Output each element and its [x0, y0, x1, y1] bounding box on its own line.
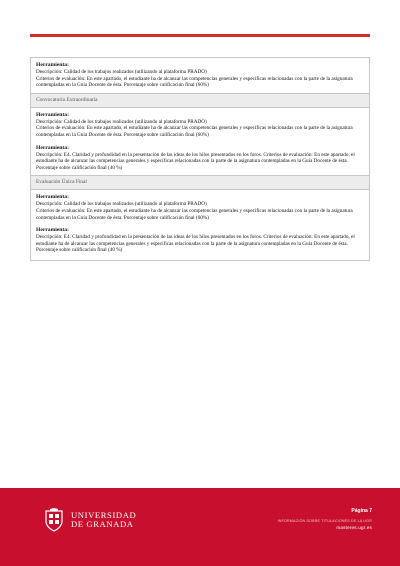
page-number: Página 7	[351, 508, 372, 514]
tool-description: Descripción: E4. Claridad y profundidad en la presentación de las ideas de los hilos presentados en los foros. Criterios de evaluación: En este apartado, el estudiante ha de alcanzar las competencias generales y específicas relacionadas con la parte de la asignatura contempladas en la Guía Docente de ésta. Porcentaje sobre calificación final (40 %)	[36, 151, 355, 171]
university-name: UNIVERSIDAD DE GRANADA	[71, 509, 137, 529]
section-header-unica-final: Evaluación Única Final	[31, 175, 369, 190]
tool-title: Herramienta:	[36, 144, 69, 151]
tool-criteria: Criterios de evaluación: En este apartado, el estudiante ha de alcanzar las competencias generales y específicas relacionadas con la parte de la asignatura contempladas en la Guía Docente de ésta. Porcentaje sobre calificación final (60%)	[36, 125, 353, 138]
tool-description: Descripción: Calidad de los trabajos realizados (utilizando al plataforma PRADO)	[36, 118, 207, 125]
university-logo	[44, 508, 136, 532]
tool-block	[31, 58, 369, 93]
tool-title: Herramienta:	[36, 227, 69, 234]
tool-description: Descripción: Calidad de los trabajos realizados (utilizando al plataforma PRADO)	[36, 69, 207, 75]
tool-block	[31, 225, 369, 260]
tool-block	[31, 190, 369, 225]
tool-description: Descripción: Calidad de los trabajos realizados (utilizando al plataforma PRADO)	[36, 201, 207, 208]
tool-block	[31, 143, 369, 176]
tool-block	[31, 108, 369, 143]
tool-title: Herramienta:	[36, 62, 69, 68]
tool-title: Herramienta:	[36, 194, 69, 201]
evaluation-table	[30, 57, 370, 261]
tool-description: Descripción: E4. Claridad y profundidad en la presentación de las ideas de los hilos presentados en los foros. Criterios de evaluación: En este apartado, el estudiante ha de alcanzar las competencias generales y específicas relacionadas con la parte de la asignatura contempladas en la Guía Docente de ésta. Porcentaje sobre calificación final (40 %)	[36, 234, 355, 254]
crest-icon	[44, 508, 64, 532]
tool-criteria: Criterios de evaluación: En este apartado, el estudiante ha de alcanzar las competencias generales y específicas relacionadas con la parte de la asignatura contempladas en la Guía Docente de ésta. Porcentaje sobre calificación final (60%)	[36, 75, 353, 89]
section-header-extraordinaria: Convocatoria Extraordinaria	[31, 93, 369, 108]
info-tagline: INFORMACIÓN SOBRE TITULACIONES DE LA UGR	[277, 519, 372, 523]
tool-criteria: Criterios de evaluación: En este apartado, el estudiante ha de alcanzar las competencias generales y específicas relacionadas con la parte de la asignatura contempladas en la Guía Docente de ésta. Porcentaje sobre calificación final (60%)	[36, 207, 353, 221]
page-footer	[0, 488, 400, 566]
top-red-rule	[30, 34, 370, 37]
website-link[interactable]: masteres.ugr.es	[336, 525, 372, 530]
tool-title: Herramienta:	[36, 111, 69, 118]
